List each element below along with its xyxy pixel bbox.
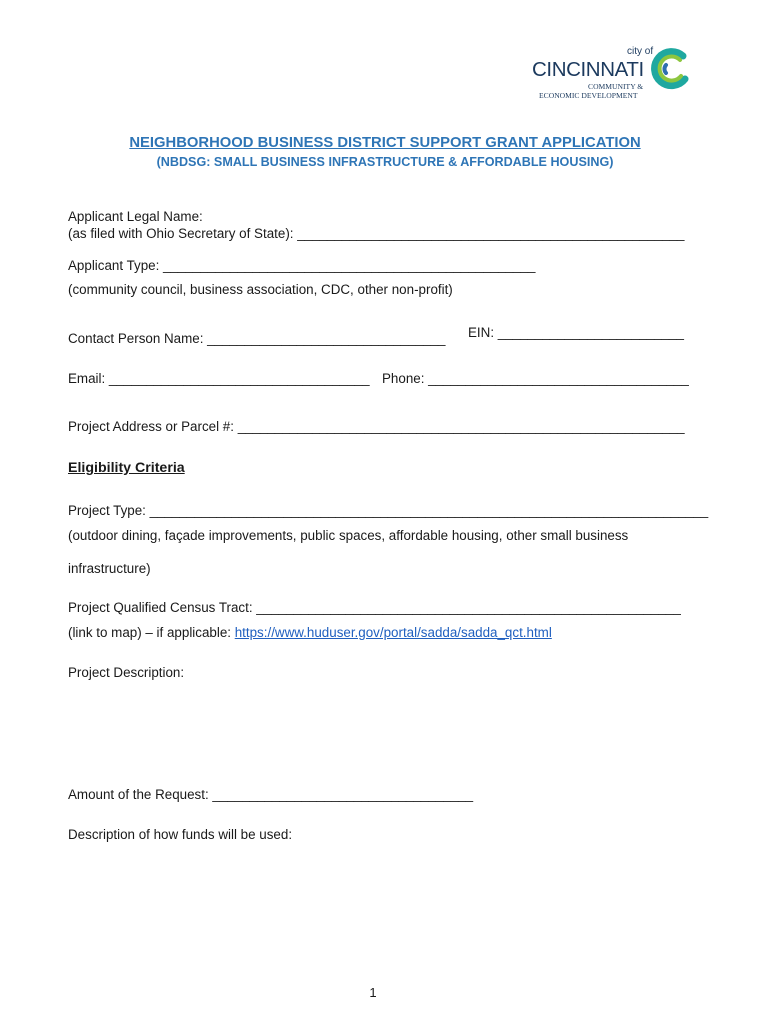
cincinnati-ced-logo (530, 46, 700, 104)
project-type-field[interactable]: Project Type: ___________________________________________________________________________ (68, 503, 709, 518)
project-type-hint-line1: (outdoor dining, façade improvements, public spaces, affordable housing, other small business (68, 528, 629, 543)
census-tract-field[interactable]: Project Qualified Census Tract: _________________________________________________________ (68, 600, 681, 615)
census-tract-map-link[interactable]: https://www.huduser.gov/portal/sadda/sadda_qct.html (234, 625, 552, 640)
census-map-prefix: (link to map) – if applicable: (68, 625, 235, 640)
contact-person-field[interactable]: Contact Person Name: ________________________________ (68, 331, 446, 346)
project-type-hint-line2: infrastructure) (68, 561, 151, 576)
ein-field[interactable]: EIN: _________________________ (468, 325, 684, 340)
census-map-line (68, 625, 552, 641)
page-number: 1 (369, 985, 377, 1000)
amount-request-field[interactable]: Amount of the Request: ___________________________________ (68, 787, 474, 802)
applicant-legal-name-label: Applicant Legal Name: (68, 209, 203, 224)
applicant-legal-name-field[interactable]: (as filed with Ohio Secretary of State): ____________________________________________________ (68, 226, 685, 241)
project-address-field[interactable]: Project Address or Parcel #: ____________________________________________________________ (68, 419, 685, 434)
form-title: NEIGHBORHOOD BUSINESS DISTRICT SUPPORT GRANT APPLICATION (129, 135, 641, 151)
logo-department-line2: ECONOMIC DEVELOPMENT (539, 91, 638, 100)
applicant-type-field[interactable]: Applicant Type: __________________________________________________ (68, 258, 536, 273)
applicant-type-hint: (community council, business association, CDC, other non-profit) (68, 282, 453, 297)
funds-description-label: Description of how funds will be used: (68, 827, 293, 842)
email-field[interactable]: Email: ___________________________________ (68, 371, 370, 386)
logo-city-name: CINCINNATI (532, 58, 644, 81)
project-description-label: Project Description: (68, 665, 185, 680)
form-subtitle: (NBDSG: SMALL BUSINESS INFRASTRUCTURE & AFFORDABLE HOUSING) (156, 155, 614, 169)
eligibility-criteria-heading: Eligibility Criteria (68, 460, 185, 476)
logo-c-mark-icon (650, 48, 692, 90)
phone-field[interactable]: Phone: ___________________________________ (382, 371, 689, 386)
logo-city-of: city of (627, 46, 654, 57)
logo-department-line1: COMMUNITY & (588, 82, 644, 91)
